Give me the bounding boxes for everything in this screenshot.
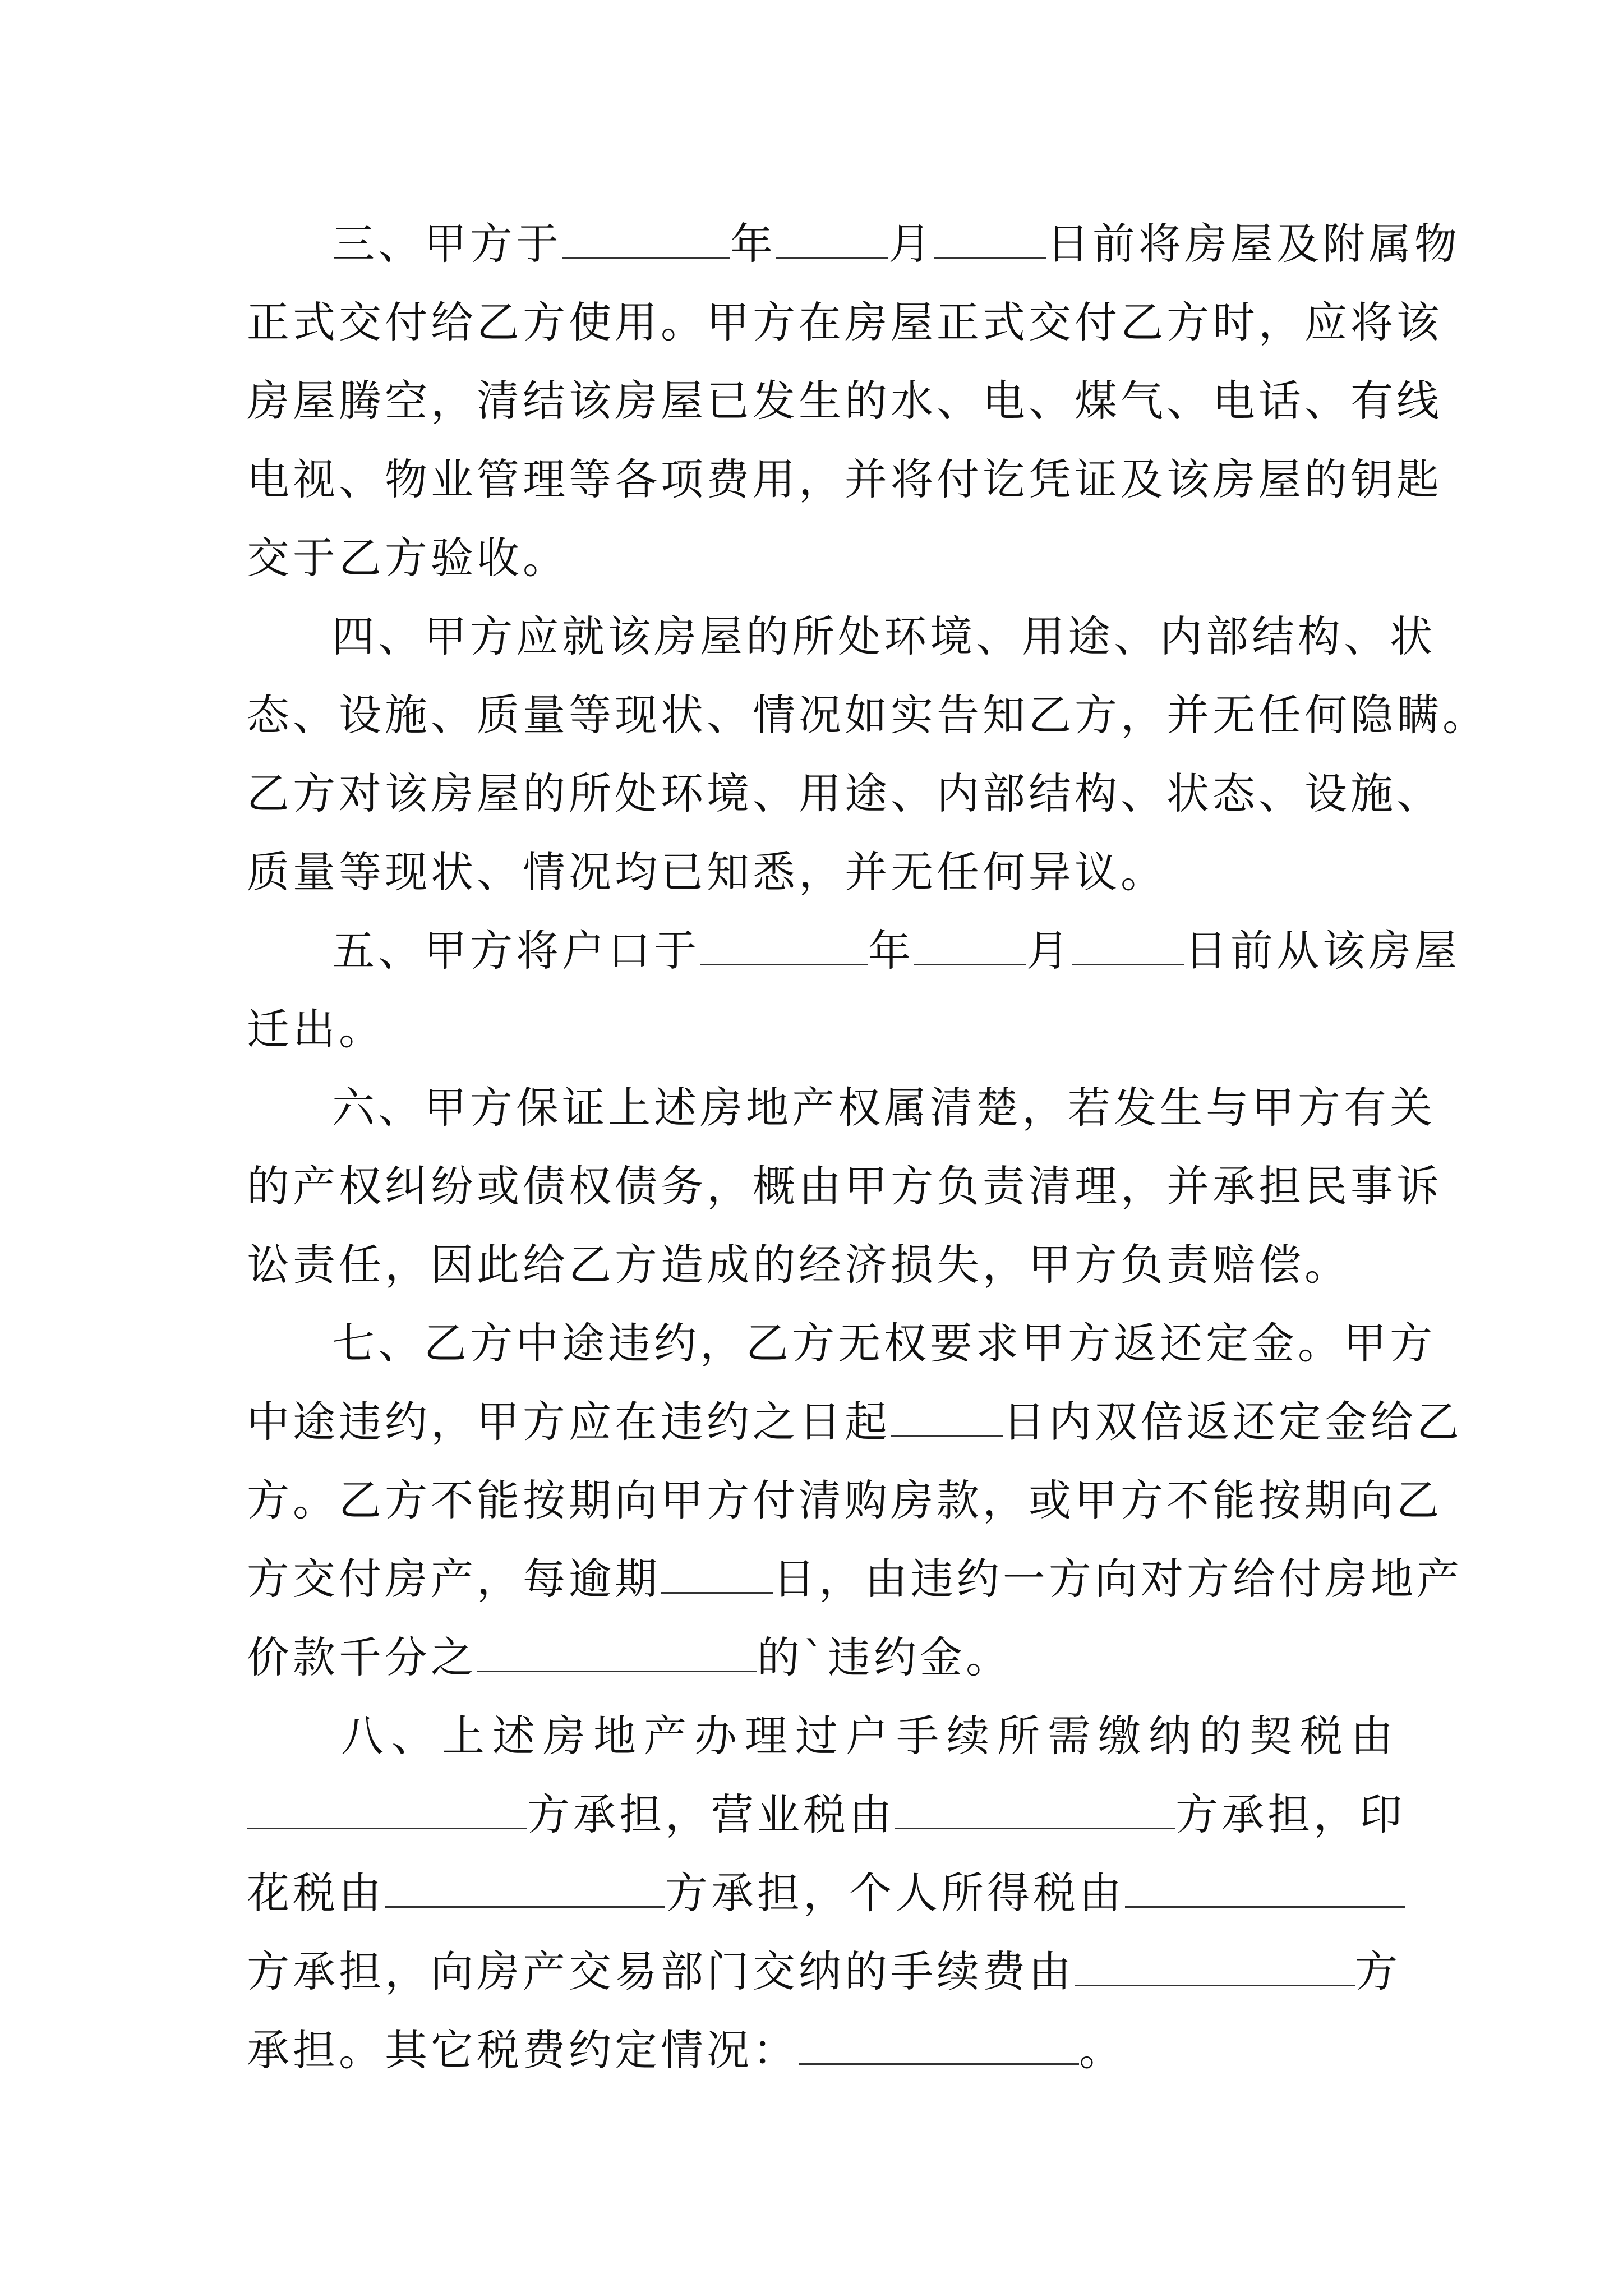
text-segment: 方交付房产，每逾期	[247, 1554, 661, 1604]
text-segment: 价款千分之	[247, 1632, 477, 1682]
text-segment: 的产权纠纷或债权债务，概由甲方负责清理，并承担民事诉	[247, 1161, 1442, 1211]
text-line	[247, 1383, 1463, 1461]
fill-in-blank	[914, 920, 1026, 965]
fill-in-blank	[934, 213, 1046, 259]
text-line	[247, 676, 1488, 754]
text-segment: 方承担，印	[1175, 1789, 1405, 1839]
text-segment: 日，由违约一方向对方给付房地产	[773, 1554, 1463, 1604]
fill-in-blank	[477, 1627, 757, 1672]
fill-in-blank	[1072, 920, 1184, 965]
fill-in-blank	[247, 1784, 527, 1829]
text-segment: 五、甲方将户口于	[332, 926, 700, 976]
text-line	[247, 1147, 1442, 1226]
fill-in-blank	[895, 1784, 1175, 1829]
text-segment: 八、上述房地产办理过户手续所需缴纳的契税由	[341, 1711, 1401, 1761]
text-line	[247, 519, 1380, 597]
text-segment: 方承担，个人所得税由	[665, 1868, 1125, 1918]
paragraph-clause-6	[247, 1069, 1442, 1304]
fill-in-blank	[562, 213, 730, 259]
text-segment: 交于乙方验收。	[247, 533, 569, 583]
text-line	[247, 1304, 1436, 1383]
text-segment: 迁出。	[247, 1004, 385, 1054]
text-line	[247, 1540, 1463, 1618]
text-line	[247, 754, 1442, 833]
text-segment: 年	[868, 926, 914, 976]
text-segment: 月	[1026, 926, 1072, 976]
text-segment: 月	[888, 219, 934, 269]
fill-in-blank	[700, 920, 868, 965]
text-segment: 的`违约金。	[757, 1632, 1012, 1682]
fill-in-blank	[891, 1391, 1003, 1437]
text-segment: 七、乙方中途违约，乙方无权要求甲方返还定金。甲方	[332, 1318, 1436, 1368]
text-segment: 承担。其它税费约定情况：	[247, 2025, 799, 2075]
text-line	[247, 990, 1380, 1069]
text-line	[247, 1932, 1401, 2011]
text-line	[247, 2011, 1380, 2090]
text-segment: 方承担，营业税由	[527, 1789, 895, 1839]
text-segment: 电视、物业管理等各项费用，并将付讫凭证及该房屋的钥匙	[247, 454, 1442, 504]
text-segment: 房屋腾空，清结该房屋已发生的水、电、煤气、电话、有线	[247, 376, 1442, 426]
text-line	[247, 1461, 1442, 1540]
text-segment: 方。乙方不能按期向甲方付清购房款，或甲方不能按期向乙	[247, 1475, 1442, 1525]
fill-in-blank	[799, 2019, 1079, 2065]
text-segment: 正式交付给乙方使用。甲方在房屋正式交付乙方时，应将该	[247, 297, 1442, 347]
fill-in-blank	[1075, 1941, 1355, 1986]
paragraph-clause-4	[247, 597, 1488, 912]
paragraph-clause-8	[247, 1697, 1405, 2090]
paragraph-clause-5	[247, 912, 1460, 1069]
text-line	[247, 833, 1380, 912]
text-segment: 日前从该房屋	[1184, 926, 1460, 976]
paragraph-clause-7	[247, 1304, 1463, 1697]
text-line	[247, 597, 1436, 676]
text-segment: 四、甲方应就该房屋的所处环境、用途、内部结构、状	[332, 611, 1436, 661]
fill-in-blank	[1125, 1862, 1405, 1908]
text-segment: 方承担，向房产交易部门交纳的手续费由	[247, 1947, 1075, 1996]
text-line	[247, 1226, 1380, 1304]
text-line	[247, 1069, 1436, 1147]
paragraph-clause-3	[247, 205, 1460, 597]
text-segment: 三、甲方于	[332, 219, 562, 269]
text-line	[247, 205, 1460, 283]
text-segment: 讼责任，因此给乙方造成的经济损失，甲方负责赔偿。	[247, 1240, 1350, 1290]
contract-body	[247, 205, 1488, 2090]
text-segment: 六、甲方保证上述房地产权属清楚，若发生与甲方有关	[332, 1083, 1436, 1133]
text-segment: 态、设施、质量等现状、情况如实告知乙方，并无任何隐瞒。	[247, 690, 1488, 740]
text-segment: 质量等现状、情况均已知悉，并无任何异议。	[247, 847, 1166, 897]
text-line	[247, 1854, 1380, 1932]
text-line	[247, 912, 1460, 990]
text-segment: 花税由	[247, 1868, 385, 1918]
text-line	[247, 362, 1442, 440]
text-segment: 年	[730, 219, 776, 269]
fill-in-blank	[661, 1548, 773, 1594]
fill-in-blank	[776, 213, 888, 259]
text-line	[247, 283, 1442, 362]
text-line	[247, 1697, 1401, 1775]
text-segment: 乙方对该房屋的所处环境、用途、内部结构、状态、设施、	[247, 769, 1442, 818]
text-segment: 。	[1079, 2025, 1125, 2075]
text-segment: 中途违约，甲方应在违约之日起	[247, 1397, 891, 1447]
text-line	[247, 440, 1442, 519]
text-segment: 方	[1355, 1947, 1401, 1996]
text-line	[247, 1775, 1405, 1854]
text-segment: 日前将房屋及附属物	[1046, 219, 1460, 269]
fill-in-blank	[385, 1862, 665, 1908]
text-segment: 日内双倍返还定金给乙	[1003, 1397, 1463, 1447]
text-line	[247, 1618, 1380, 1697]
